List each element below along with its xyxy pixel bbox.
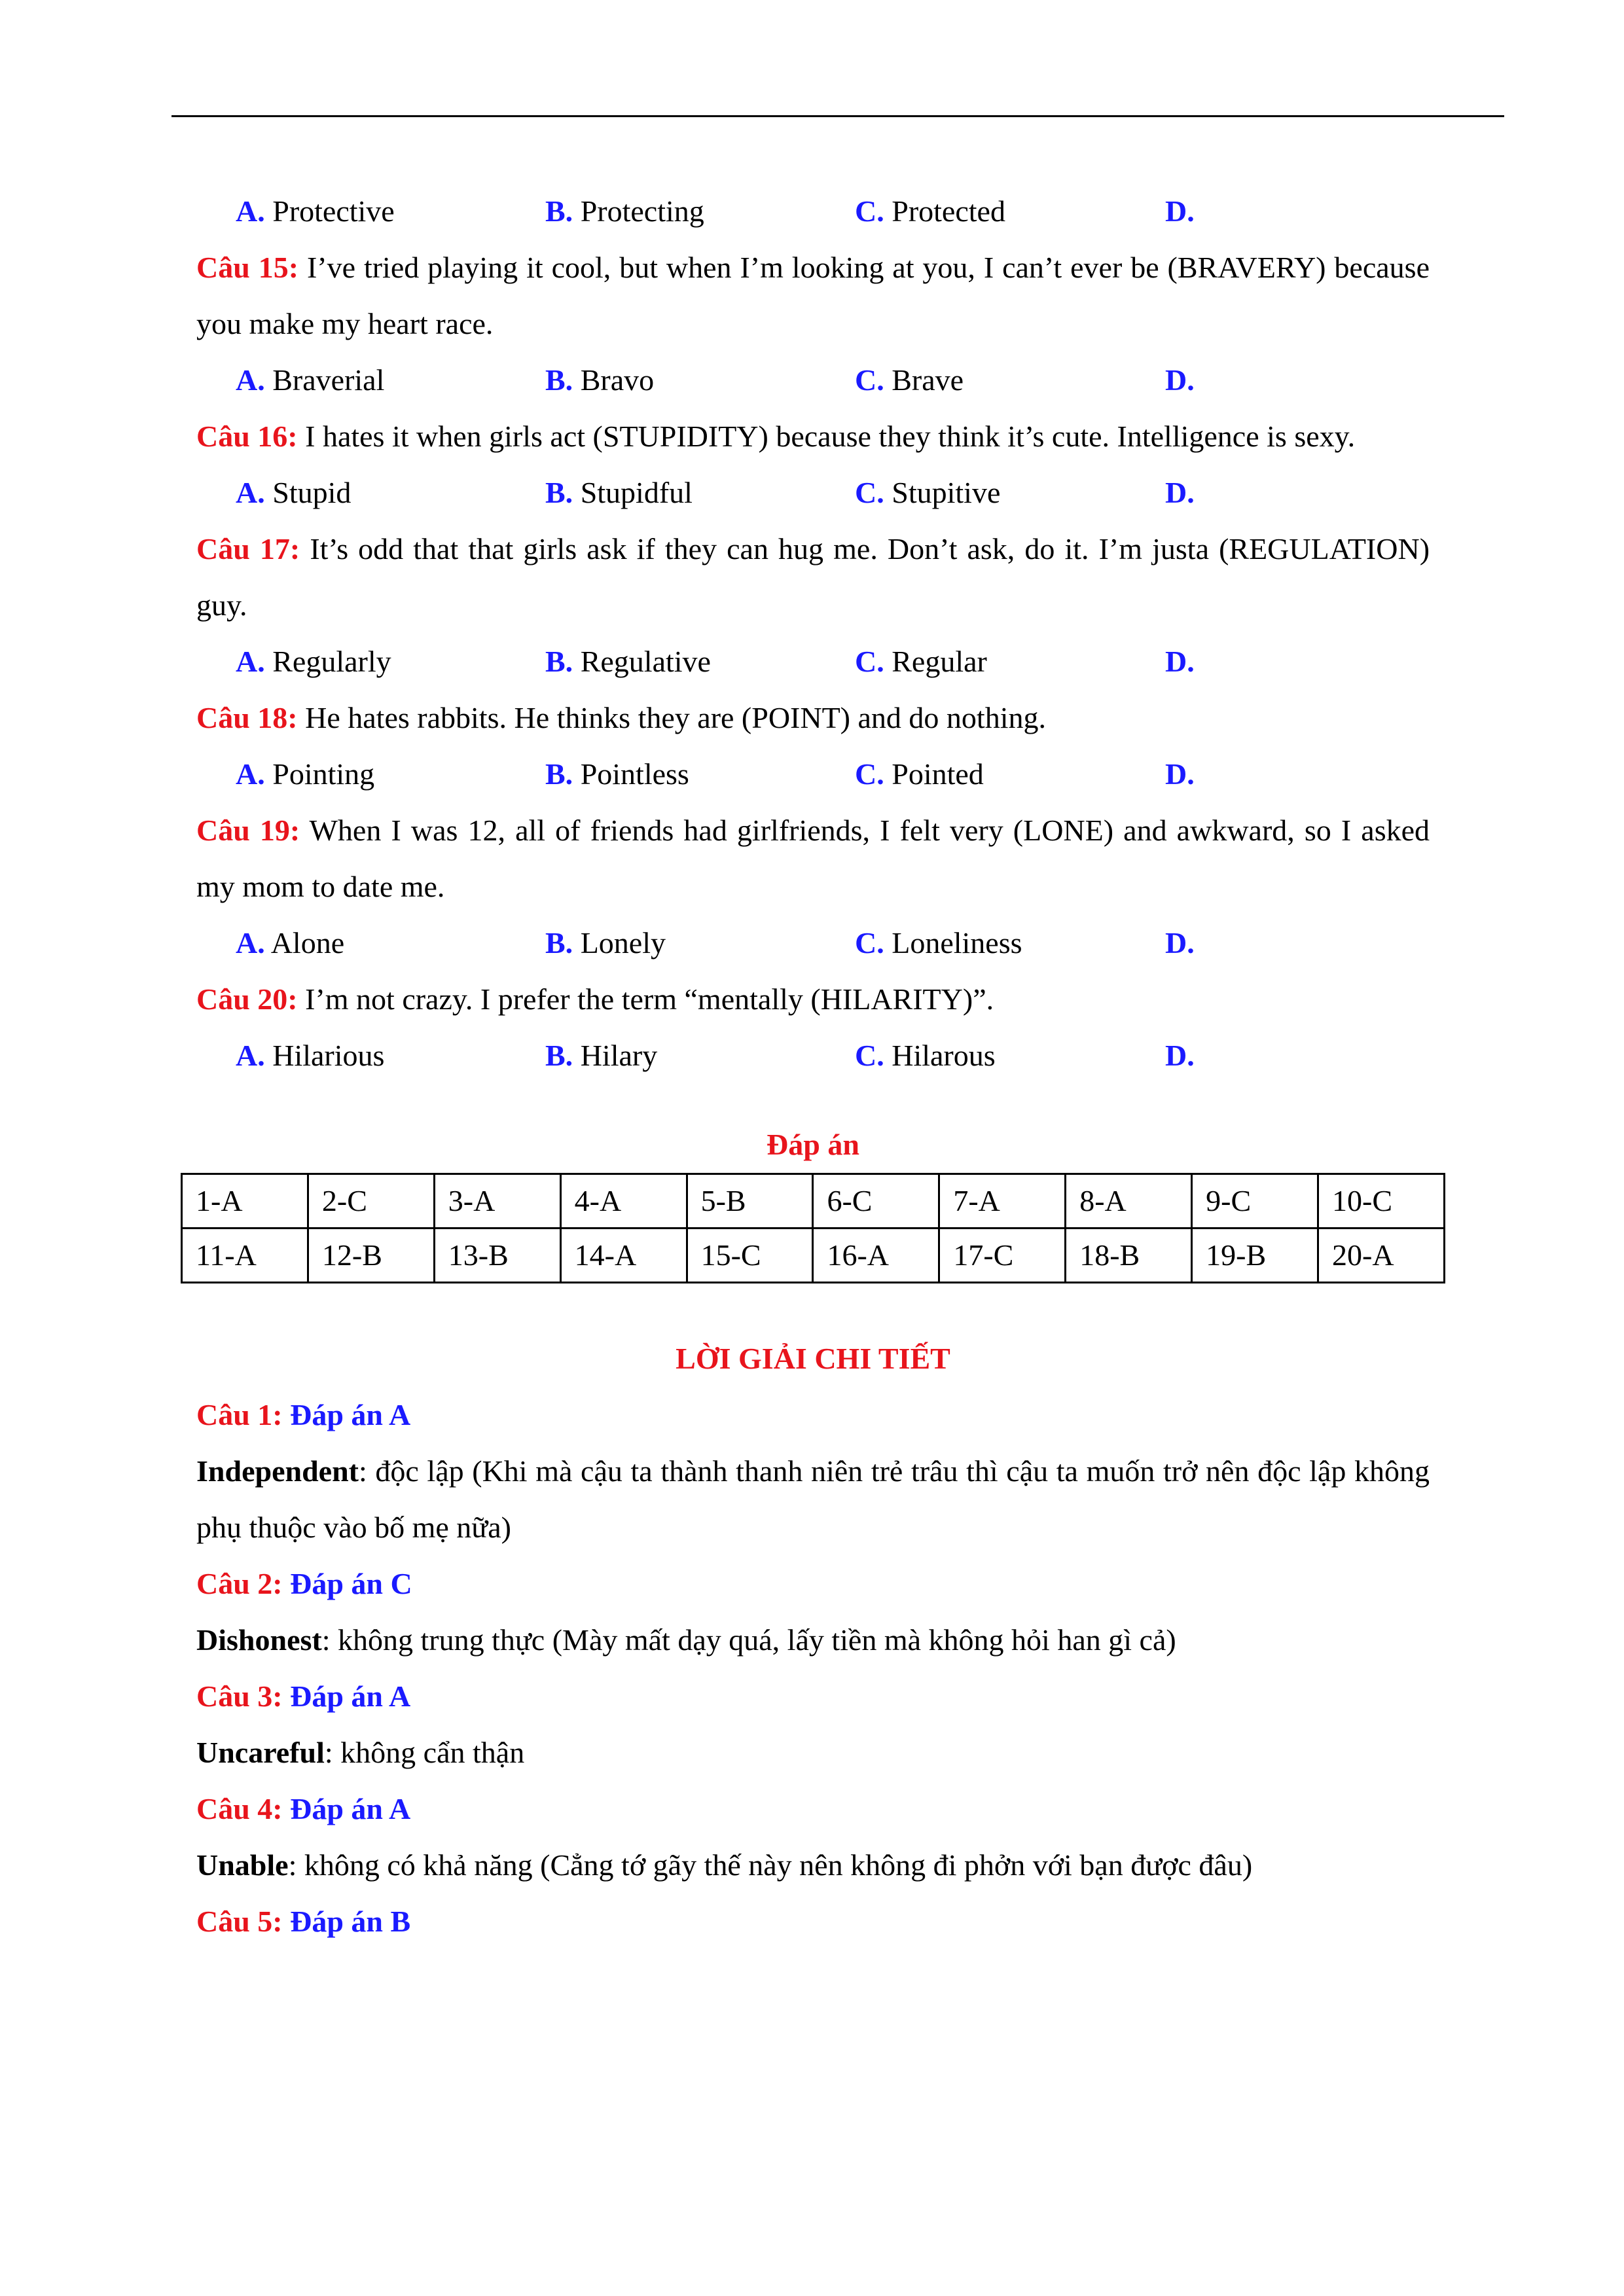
- table-cell: 2-C: [308, 1174, 434, 1229]
- table-cell: 3-A: [434, 1174, 560, 1229]
- question-text: When I was 12, all of friends had girlfriends, I felt very (LONE) and awkward, so I asked my mom to date me.: [196, 814, 1430, 903]
- options-row-q18: [196, 746, 1430, 802]
- table-cell: 5-B: [687, 1174, 813, 1229]
- header-rule: [171, 115, 1504, 117]
- solutions-title: LỜI GIẢI CHI TIẾT: [676, 1342, 950, 1375]
- question-label: Câu 15:: [196, 251, 299, 284]
- question-17: [196, 521, 1430, 634]
- options-row-q19: [196, 915, 1430, 971]
- question-15: [196, 240, 1430, 352]
- table-cell: 9-C: [1192, 1174, 1318, 1229]
- option-b: B. Regulative: [545, 645, 711, 678]
- options-row-q16: [196, 465, 1430, 521]
- table-cell: 4-A: [560, 1174, 687, 1229]
- option-c: C. Regular: [855, 645, 987, 678]
- question-label: Câu 16:: [196, 420, 298, 453]
- answer-key-table: [181, 1173, 1445, 1283]
- table-cell: 8-A: [1066, 1174, 1192, 1229]
- document-body: [196, 183, 1430, 1950]
- option-b: B. Pointless: [545, 757, 689, 791]
- table-cell: 20-A: [1318, 1229, 1445, 1283]
- options-row-q17: [196, 634, 1430, 690]
- question-text: I hates it when girls act (STUPIDITY) because they think it’s cute. Intelligence is sexy.: [305, 420, 1356, 453]
- question-text: He hates rabbits. He thinks they are (POINT) and do nothing.: [305, 701, 1046, 734]
- option-c: C. Loneliness: [855, 926, 1022, 960]
- option-c: C. Brave: [855, 363, 964, 397]
- option-d: D.: [1165, 476, 1195, 509]
- option-d: D.: [1165, 1039, 1195, 1072]
- option-a: A. Alone: [236, 926, 345, 960]
- option-c: C. Protected: [855, 194, 1005, 228]
- question-label: Câu 20:: [196, 982, 298, 1016]
- solution-4-title: Câu 4: Đáp án A: [196, 1792, 411, 1825]
- option-d: D.: [1165, 363, 1195, 397]
- option-a: A. Protective: [236, 194, 395, 228]
- option-c: C. Pointed: [855, 757, 984, 791]
- option-d: D.: [1165, 194, 1195, 228]
- table-cell: 1-A: [182, 1174, 308, 1229]
- table-cell: 18-B: [1066, 1229, 1192, 1283]
- table-cell: 16-A: [813, 1229, 939, 1283]
- options-row-q15: [196, 352, 1430, 408]
- option-a: A. Stupid: [236, 476, 352, 509]
- question-label: Câu 17:: [196, 532, 300, 565]
- solution-1-title: Câu 1: Đáp án A: [196, 1398, 411, 1431]
- table-cell: 12-B: [308, 1229, 434, 1283]
- option-d: D.: [1165, 757, 1195, 791]
- table-cell: 7-A: [939, 1174, 1066, 1229]
- table-cell: 10-C: [1318, 1174, 1445, 1229]
- question-18: [196, 690, 1430, 746]
- question-label: Câu 19:: [196, 814, 300, 847]
- option-a: A. Regularly: [236, 645, 391, 678]
- question-16: [196, 408, 1430, 465]
- option-b: B. Bravo: [545, 363, 655, 397]
- answer-key-title: Đáp án: [767, 1128, 859, 1161]
- options-row-q14: [196, 183, 1430, 240]
- question-text: I’m not crazy. I prefer the term “mentally (HILARITY)”.: [305, 982, 994, 1016]
- table-cell: 15-C: [687, 1229, 813, 1283]
- solution-2-title: Câu 2: Đáp án C: [196, 1567, 412, 1600]
- option-d: D.: [1165, 926, 1195, 960]
- table-cell: 19-B: [1192, 1229, 1318, 1283]
- table-cell: 17-C: [939, 1229, 1066, 1283]
- question-label: Câu 18:: [196, 701, 298, 734]
- option-b: B. Hilary: [545, 1039, 658, 1072]
- option-a: A. Hilarious: [236, 1039, 385, 1072]
- solution-3-explanation: Uncareful: không cẩn thận: [196, 1736, 525, 1769]
- question-text: I’ve tried playing it cool, but when I’m looking at you, I can’t ever be (BRAVERY) because you make my heart race.: [196, 251, 1430, 340]
- question-20: [196, 971, 1430, 1028]
- table-row: [182, 1174, 1445, 1229]
- solution-2-explanation: Dishonest: không trung thực (Mày mất dạy quá, lấy tiền mà không hỏi han gì cả): [196, 1623, 1176, 1657]
- option-b: B. Protecting: [545, 194, 704, 228]
- solution-1-explanation: Independent: độc lập (Khi mà cậu ta thành thanh niên trẻ trâu thì cậu ta muốn trở nên độc lập không phụ thuộc vào bố mẹ nữa): [196, 1454, 1430, 1544]
- table-cell: 11-A: [182, 1229, 308, 1283]
- table-cell: 13-B: [434, 1229, 560, 1283]
- option-d: D.: [1165, 645, 1195, 678]
- table-cell: 6-C: [813, 1174, 939, 1229]
- option-b: B. Stupidful: [545, 476, 693, 509]
- table-cell: 14-A: [560, 1229, 687, 1283]
- solution-3-title: Câu 3: Đáp án A: [196, 1679, 411, 1713]
- solution-5-title: Câu 5: Đáp án B: [196, 1905, 411, 1938]
- option-a: A. Pointing: [236, 757, 375, 791]
- option-c: C. Hilarous: [855, 1039, 996, 1072]
- question-19: [196, 802, 1430, 915]
- table-row: [182, 1229, 1445, 1283]
- question-text: It’s odd that that girls ask if they can hug me. Don’t ask, do it. I’m justa (REGULATION) guy.: [196, 532, 1430, 622]
- option-b: B. Lonely: [545, 926, 666, 960]
- option-a: A. Braverial: [236, 363, 385, 397]
- solution-4-explanation: Unable: không có khả năng (Cẳng tớ gãy thế này nên không đi phởn với bạn được đâu): [196, 1848, 1253, 1882]
- option-c: C. Stupitive: [855, 476, 1001, 509]
- options-row-q20: [196, 1028, 1430, 1084]
